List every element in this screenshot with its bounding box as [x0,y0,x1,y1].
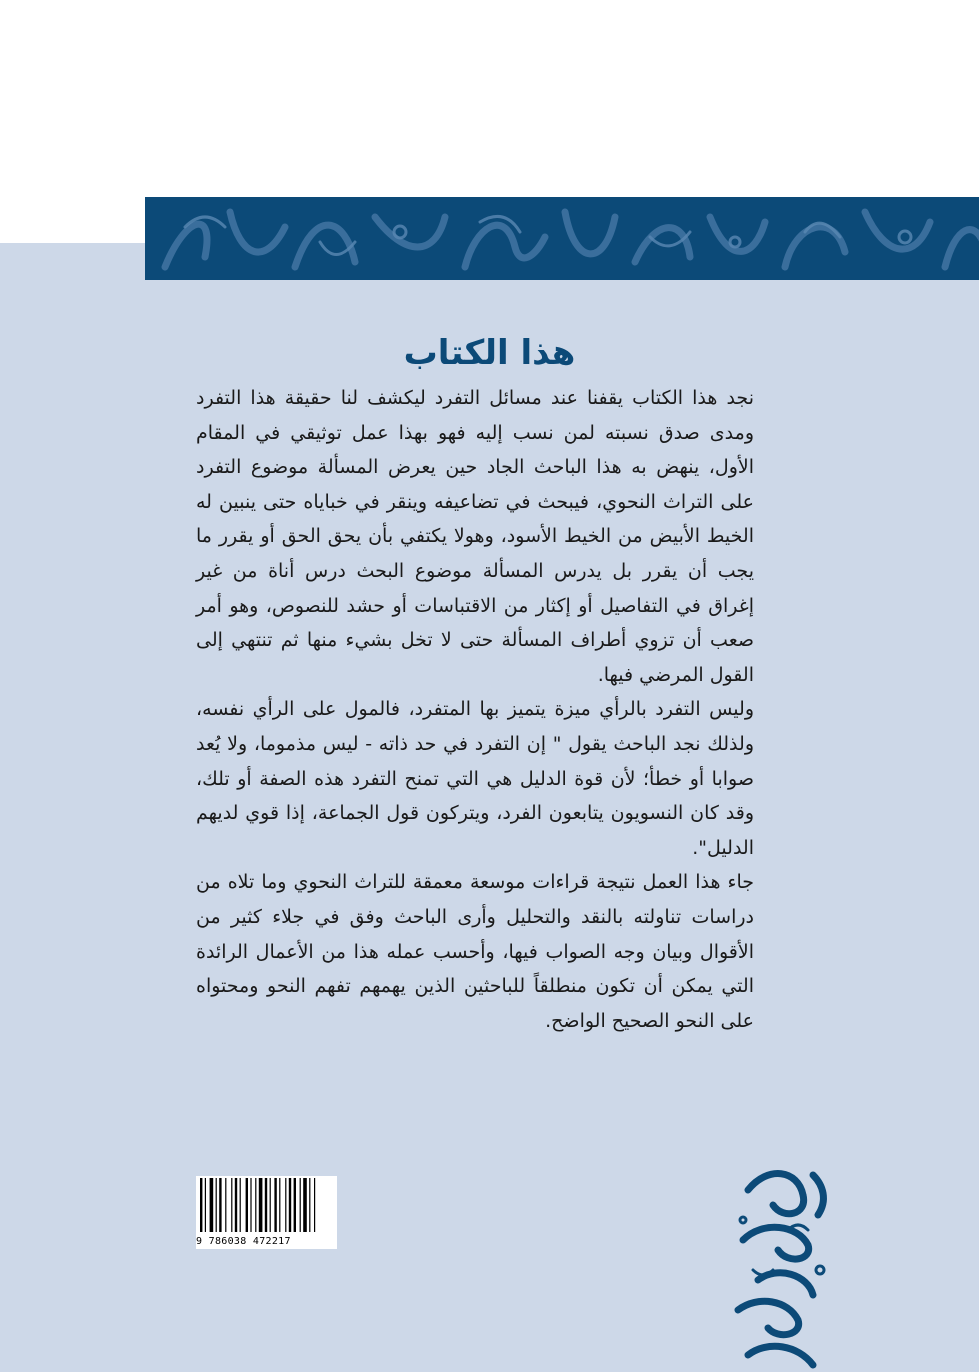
calligraphy-ornament-icon [728,1160,838,1372]
paragraph-3: جاء هذا العمل نتيجة قراءات موسعة معمقة للتراث النحوي وما تلاه من دراسات تناولته بالنقد والتحليل وأرى الباحث وفق في جلاء كثير من الأقوال وبيان وجه الصواب فيها، وأحسب عمله هذا من الأعمال الرائدة التي يمكن أن تكون منطلقاً للباحثين الذين يهمهم تفهم النحو ومحتواه على النحو الصحيح الواضح. [196,871,754,1032]
banner-pattern-icon [145,197,979,280]
calligraphy-banner [145,197,979,280]
barcode-number: 9 786038 472217 [196,1236,291,1247]
barcode-bars-icon [196,1176,337,1236]
paragraph-2: وليس التفرد بالرأي ميزة يتميز بها المتفرد، فالمول على الرأي نفسه، ولذلك نجد الباحث يقول " إن التفرد في حد ذاته - ليس مذموما، ولا يُعد صوابا أو خطأ؛ لأن قوة الدليل هي التي تمنح التفرد هذه الصفة أو تلك، وقد كان النسويون يتابعون الفرد، ويتركون قول الجماعة، إذا قوي لديهم الدليل". [196,698,754,859]
isbn-barcode [196,1176,337,1249]
paragraph-1: نجد هذا الكتاب يقفنا عند مسائل التفرد ليكشف لنا حقيقة هذا التفرد ومدى صدق نسبته لمن نسب إليه فهو بهذا عمل توثيقي في المقام الأول، ينهض به هذا الباحث الجاد حين يعرض المسألة موضوع التفرد على التراث النحوي، فيبحث في تضاعيفه وينقر في خباياه حتى ينبين له الخيط الأبيض من الخيط الأسود، وهولا يكتفي بأن يحق الحق أو يقرر ما يجب أن يقرر بل يدرس المسألة موضوع البحث درس أناة من غير إغراق في التفاصيل أو إكثار من الاقتباسات أو حشد للنصوص، وهو أمر صعب أن تزوي أطراف المسألة حتى لا تخل بشيء منها ثم تنتهي إلى القول المرضي فيها. [196,387,754,686]
page-title: هذا الكتاب [403,333,576,373]
body-text [196,381,754,1038]
